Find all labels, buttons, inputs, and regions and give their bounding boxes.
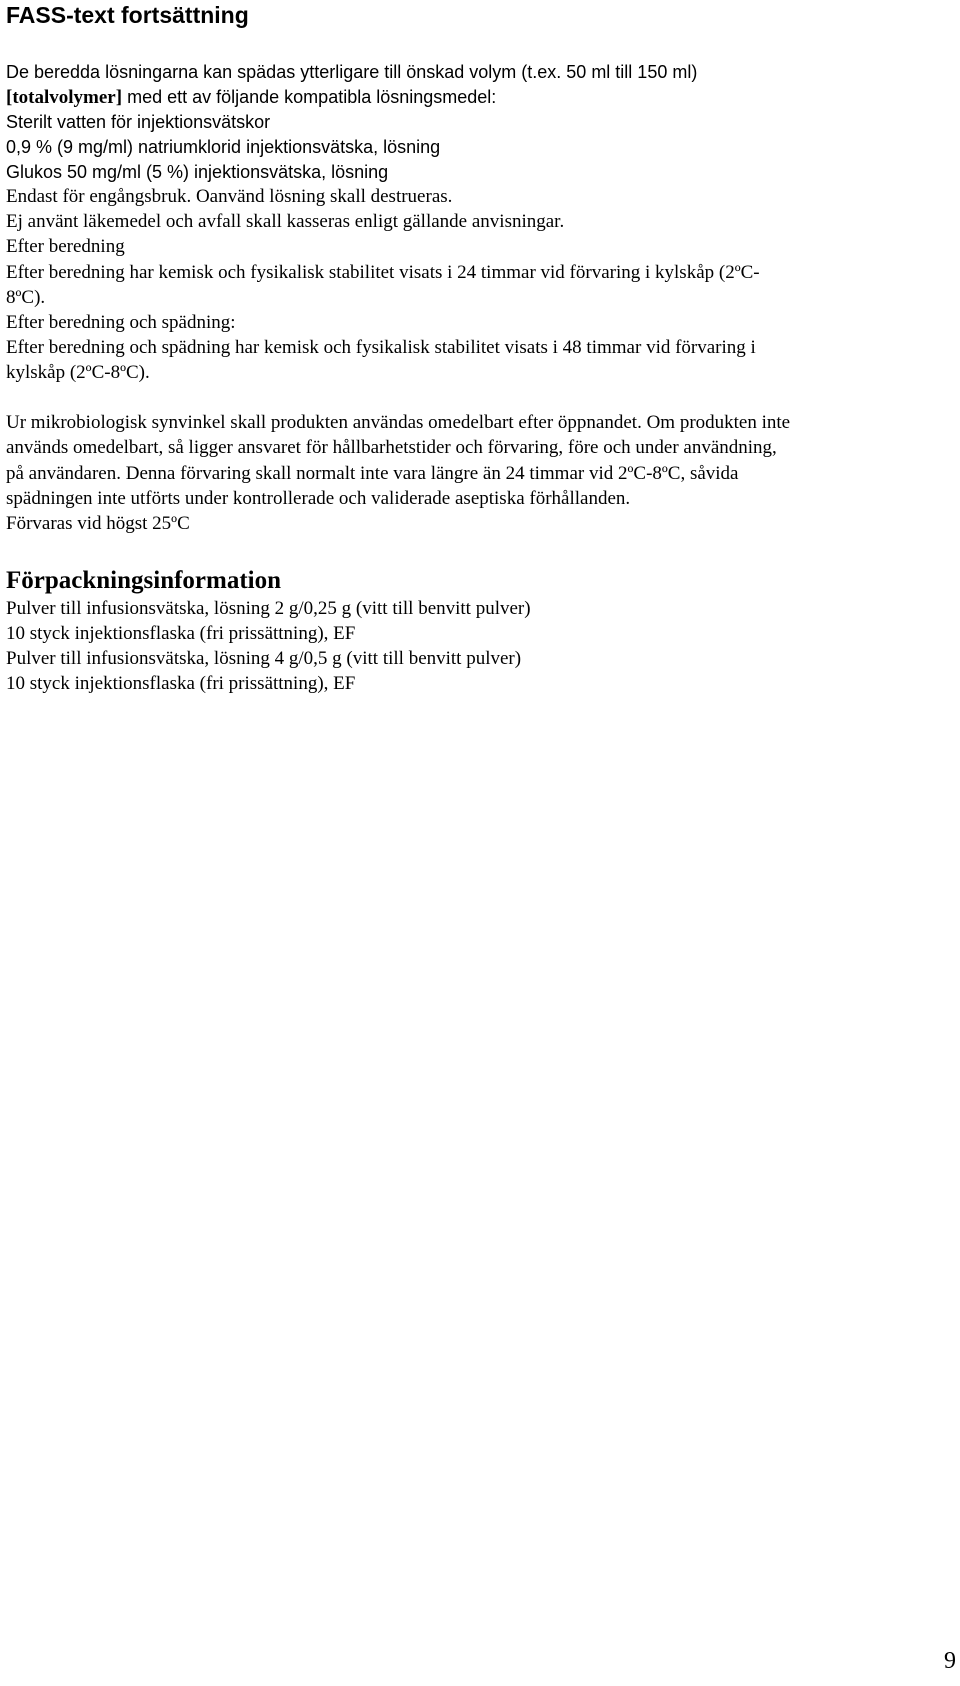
packaging-line: Pulver till infusionsvätska, lösning 4 g/0,5 g (vitt till benvitt pulver) xyxy=(6,648,522,669)
text-line-with-bold-term xyxy=(6,85,496,110)
page-number: 9 xyxy=(944,1648,956,1674)
text-line: 0,9 % (9 mg/ml) natriumklorid injektionsvätska, lösning xyxy=(6,137,441,157)
bold-term: [totalvolymer] xyxy=(6,87,123,108)
text-line: Glukos 50 mg/ml (5 %) injektionsvätska, lösning xyxy=(6,162,389,182)
text-line: De beredda lösningarna kan spädas ytterligare till önskad volym (t.ex. 50 ml till 150 ml) xyxy=(6,62,698,82)
text-line: Förvaras vid högst 25ºC xyxy=(6,513,190,534)
text-line: Endast för engångsbruk. Oanvänd lösning skall destrueras. xyxy=(6,186,453,207)
packaging-line: 10 styck injektionsflaska (fri prissättning), EF xyxy=(6,673,356,694)
text-line: på användaren. Denna förvaring skall normalt inte vara längre än 24 timmar vid 2ºC-8ºC, såvida xyxy=(6,463,739,484)
text-line: kylskåp (2ºC-8ºC). xyxy=(6,362,150,383)
section-heading: Förpackningsinformation xyxy=(6,567,282,594)
text-line: med ett av följande kompatibla lösningsmedel: xyxy=(127,87,497,107)
text-line: Sterilt vatten för injektionsvätskor xyxy=(6,112,271,132)
text-line: Efter beredning har kemisk och fysikalisk stabilitet visats i 24 timmar vid förvaring i kylskåp (2ºC- xyxy=(6,262,760,283)
text-line: används omedelbart, så ligger ansvaret för hållbarhetstider och förvaring, före och under användning, xyxy=(6,437,777,458)
text-line: Efter beredning och spädning: xyxy=(6,312,236,333)
page-title: FASS-text fortsättning xyxy=(6,2,249,28)
packaging-line: Pulver till infusionsvätska, lösning 2 g/0,25 g (vitt till benvitt pulver) xyxy=(6,598,531,619)
text-line: 8ºC). xyxy=(6,287,46,308)
packaging-line: 10 styck injektionsflaska (fri prissättning), EF xyxy=(6,623,356,644)
text-line: spädningen inte utförts under kontrollerade och validerade aseptiska förhållanden. xyxy=(6,488,631,509)
text-line: Efter beredning och spädning har kemisk och fysikalisk stabilitet visats i 48 timmar vid förvaring i xyxy=(6,337,756,358)
text-line: Ej använt läkemedel och avfall skall kasseras enligt gällande anvisningar. xyxy=(6,211,565,232)
text-line: Ur mikrobiologisk synvinkel skall produkten användas omedelbart efter öppnandet. Om produkten inte xyxy=(6,412,791,433)
text-line: Efter beredning xyxy=(6,236,125,257)
